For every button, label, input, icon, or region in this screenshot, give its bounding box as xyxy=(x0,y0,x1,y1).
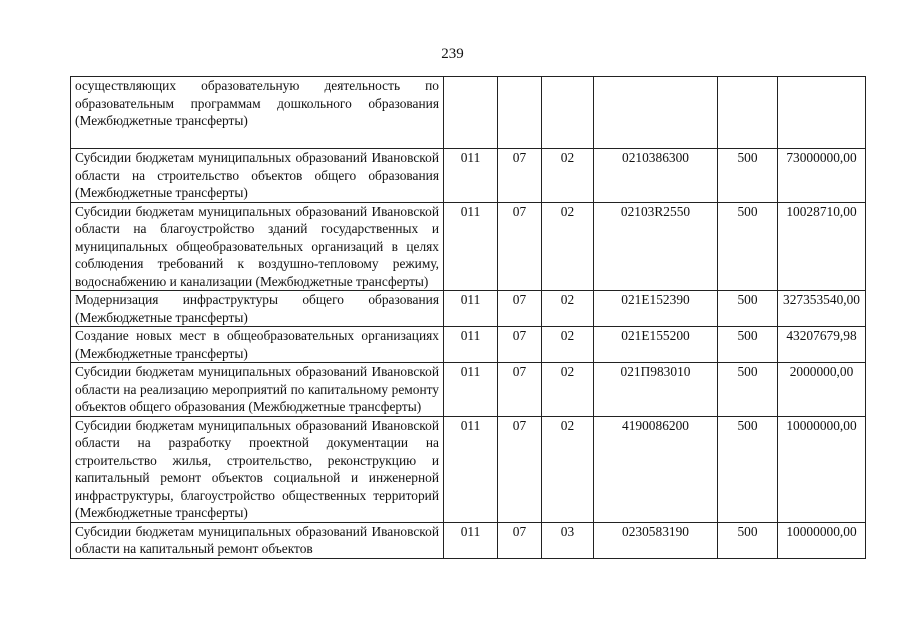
row-amount xyxy=(778,77,866,149)
row-section: 07 xyxy=(498,363,542,417)
row-target-article: 4190086200 xyxy=(594,416,718,522)
row-subsection xyxy=(542,77,594,149)
row-admin-code: 011 xyxy=(444,202,498,291)
row-amount: 2000000,00 xyxy=(778,363,866,417)
row-description: Субсидии бюджетам муниципальных образований Ивановской области на реализацию мероприятий по капитальному ремонту объектов общего образования (Межбюджетные трансферты) xyxy=(71,363,444,417)
row-admin-code: 011 xyxy=(444,291,498,327)
row-subsection: 02 xyxy=(542,363,594,417)
table-row xyxy=(71,416,866,522)
row-admin-code: 011 xyxy=(444,416,498,522)
row-target-article xyxy=(594,77,718,149)
row-expense-type: 500 xyxy=(718,522,778,558)
row-subsection: 02 xyxy=(542,202,594,291)
row-description: Субсидии бюджетам муниципальных образований Ивановской области на капитальный ремонт объектов xyxy=(71,522,444,558)
row-subsection: 02 xyxy=(542,291,594,327)
row-section: 07 xyxy=(498,327,542,363)
row-section xyxy=(498,77,542,149)
row-description: Субсидии бюджетам муниципальных образований Ивановской области на разработку проектной документации на строительство жилья, строительство, реконструкцию и капитальный ремонт объектов социальной и инженерной инфраструктуры, благоустройство общественных территорий (Межбюджетные трансферты) xyxy=(71,416,444,522)
row-admin-code: 011 xyxy=(444,522,498,558)
table-row xyxy=(71,363,866,417)
row-expense-type: 500 xyxy=(718,202,778,291)
row-amount: 10000000,00 xyxy=(778,416,866,522)
row-target-article: 02103R2550 xyxy=(594,202,718,291)
table-row xyxy=(71,522,866,558)
row-expense-type: 500 xyxy=(718,327,778,363)
row-section: 07 xyxy=(498,416,542,522)
table-row xyxy=(71,327,866,363)
budget-table xyxy=(70,76,866,559)
row-admin-code xyxy=(444,77,498,149)
row-expense-type: 500 xyxy=(718,149,778,203)
table-row xyxy=(71,291,866,327)
row-section: 07 xyxy=(498,149,542,203)
row-amount: 10028710,00 xyxy=(778,202,866,291)
row-admin-code: 011 xyxy=(444,363,498,417)
row-expense-type: 500 xyxy=(718,416,778,522)
table-row xyxy=(71,149,866,203)
row-description: осуществляющих образовательную деятельность по образовательным программам дошкольного образования (Межбюджетные трансферты) xyxy=(71,77,444,149)
row-admin-code: 011 xyxy=(444,149,498,203)
row-amount: 10000000,00 xyxy=(778,522,866,558)
page-number: 239 xyxy=(441,46,464,62)
row-subsection: 02 xyxy=(542,416,594,522)
row-amount: 73000000,00 xyxy=(778,149,866,203)
row-section: 07 xyxy=(498,291,542,327)
row-description: Субсидии бюджетам муниципальных образований Ивановской области на строительство объектов общего образования (Межбюджетные трансферты) xyxy=(71,149,444,203)
row-subsection: 03 xyxy=(542,522,594,558)
row-section: 07 xyxy=(498,202,542,291)
row-subsection: 02 xyxy=(542,327,594,363)
row-description: Создание новых мест в общеобразовательных организациях (Межбюджетные трансферты) xyxy=(71,327,444,363)
row-subsection: 02 xyxy=(542,149,594,203)
row-expense-type xyxy=(718,77,778,149)
row-admin-code: 011 xyxy=(444,327,498,363)
row-target-article: 0230583190 xyxy=(594,522,718,558)
row-description: Субсидии бюджетам муниципальных образований Ивановской области на благоустройство зданий государственных и муниципальных общеобразовательных организаций в целях соблюдения требований к воздушно-тепловому режиму, водоснабжению и канализации (Межбюджетные трансферты) xyxy=(71,202,444,291)
row-description: Модернизация инфраструктуры общего образования (Межбюджетные трансферты) xyxy=(71,291,444,327)
row-target-article: 021E155200 xyxy=(594,327,718,363)
row-target-article: 021E152390 xyxy=(594,291,718,327)
table-row xyxy=(71,77,866,149)
row-section: 07 xyxy=(498,522,542,558)
row-expense-type: 500 xyxy=(718,291,778,327)
row-amount: 43207679,98 xyxy=(778,327,866,363)
row-expense-type: 500 xyxy=(718,363,778,417)
table-row xyxy=(71,202,866,291)
row-target-article: 021П983010 xyxy=(594,363,718,417)
row-amount: 327353540,00 xyxy=(778,291,866,327)
row-target-article: 0210386300 xyxy=(594,149,718,203)
